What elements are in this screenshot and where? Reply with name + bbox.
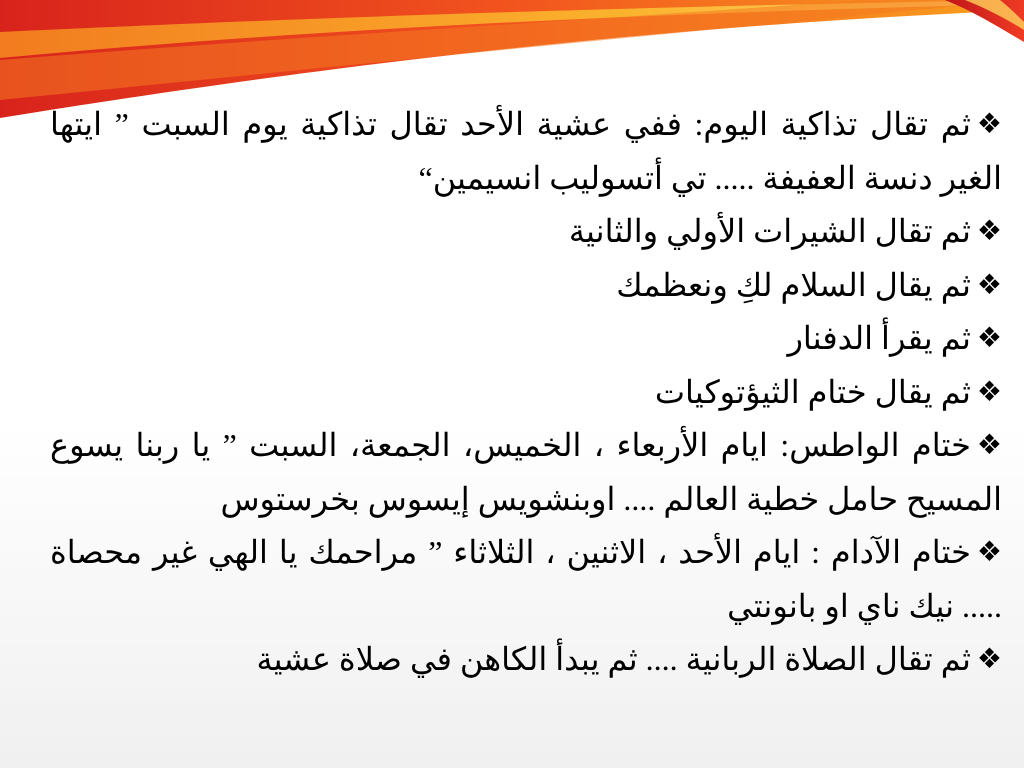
bullet-item-4 (50, 312, 1002, 366)
diamond-bullet-icon: ❖ (976, 537, 1002, 568)
diamond-bullet-icon: ❖ (976, 430, 1002, 461)
bullet-item-7 (50, 526, 1002, 633)
diamond-bullet-icon: ❖ (976, 376, 1002, 408)
diamond-bullet-icon: ❖ (976, 644, 1002, 675)
bullet-text: ثم تقال الصلاة الربانية .... ثم يبدأ الكاهن في صلاة عشية (256, 641, 971, 677)
bullet-item-8 (50, 633, 1002, 687)
bullet-item-2 (50, 205, 1002, 259)
slide-body (50, 98, 1002, 687)
diamond-bullet-icon: ❖ (976, 216, 1002, 247)
diamond-bullet-icon: ❖ (976, 269, 1002, 301)
diamond-bullet-icon: ❖ (976, 323, 1002, 354)
bullet-text: ثم يقال ختام الثيؤتوكيات (654, 373, 971, 410)
bullet-text: ثم يقال السلام لكِ ونعظمك (616, 266, 971, 303)
diamond-bullet-icon: ❖ (976, 109, 1002, 140)
bullet-text: ثم تقال الشيرات الأولي والثانية (568, 213, 971, 249)
bullet-text: ختام الآدام : ايام الأحد ، الاثنين ، الثلاثاء ” مراحمك يا الهي غير محصاة ..... نيك ناي او بانونتي (50, 534, 1002, 624)
bullet-item-1 (50, 98, 1002, 205)
bullet-text: ثم تقال تذاكية اليوم: ففي عشية الأحد تقال تذاكية يوم السبت ” ايتها الغير دنسة العفيفة ..... تي أتسوليب انسيمين“ (50, 106, 1002, 196)
bullet-item-5 (50, 366, 1002, 420)
bullet-item-6 (50, 419, 1002, 526)
bullet-item-3 (50, 259, 1002, 313)
bullet-text: ثم يقرأ الدفنار (787, 320, 971, 356)
bullet-text: ختام الواطس: ايام الأربعاء ، الخميس، الجمعة، السبت ” يا ربنا يسوع المسيح حامل خطية العالم .... اوبنشويس إيسوس بخرستوس (50, 427, 1002, 517)
